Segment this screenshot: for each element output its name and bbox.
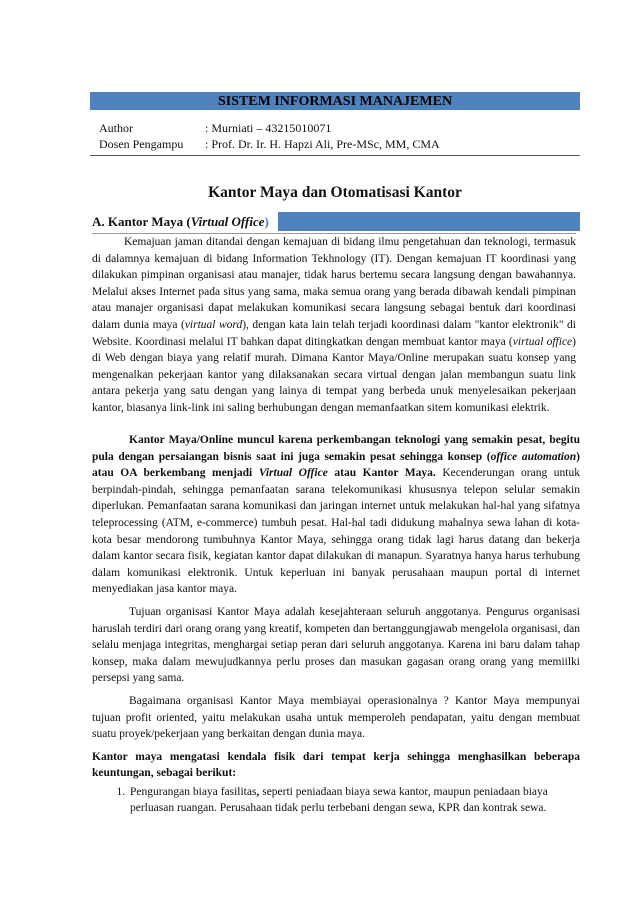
author-row [90,120,580,136]
text-run-bold: Kantor Maya/Online muncul karena perkembangan teknologi yang semakin pesat, begitu pula dengan persaiangan bisnis saat ini juga semakin pesat sehingga konsep ( [92,434,580,463]
benefits-heading: Kantor maya mengatasi kendala fisik dari tempat kerja sehingga menghasilkan beberapa keuntungan, sebagai berikut: [92,750,580,780]
text-run-bold-italic: Virtual Office [258,467,328,480]
text-run-italic: virtual office [512,335,573,348]
text-run-bold-italic: office automation [490,450,577,463]
meta-block [90,120,580,156]
paragraph-purpose: Tujuan organisasi Kantor Maya adalah kesejahteraan seluruh anggotanya. Pengurus organisasi haruslah terdiri dari orang orang yang kreatif, kompeten dan bertanggungjawab mengelola organisasi, dan selalu menjaga integritas, menghargai setiap peran dari seluruh anggotanya. Karena ini baru dalam tahap konsep, maka dalam mewujudkannya perlu proses dan masukan gagasan orang orang yang memiilki persepsi yang sama. [92,605,580,685]
lecturer-value: : Prof. Dr. Ir. H. Hapzi Ali, Pre-MSc, MM, CMA [205,137,440,151]
lecturer-row [90,136,580,152]
section-a-italic: Virtual Office [190,214,265,229]
text-run-italic: virtual word [184,318,243,331]
course-title: SISTEM INFORMASI MANAJEMEN [217,94,453,109]
document-title: Kantor Maya dan Otomatisasi Kantor [208,184,462,201]
list-item-lead: Pengurangan biaya fasilitas [130,785,257,798]
text-run: ), dengan kata lain telah terjadi koordinasi dalam "kantor elektronik" di Website. Koordinasi melalui IT bahkan dapat ditingkatkan dengan membuat kantor maya ( [92,318,576,348]
list-item-text: seperti peniadaan biaya sewa kantor, maupun peniadaan biaya perluasan ruangan. Perusahaan tidak perlu terbebani dengan sewa, KPR dan kontrak sewa. [130,785,548,815]
text-run: ) di Web dengan biaya yang relatif murah. Dimana Kantor Maya/Online merupakan suatu konsep yang mengenalkan pekerjaan kantor yang dilaksanakan secara virtual dengan jalan membangun suatu link antara pekerja yang satu dengan yang lainya di tempat yang berbeda unuk menyelesaikan pekerjaan kantor, biasanya link-link ini saling berhubungan dengan memanfaatkan sitem komunikasi elektrik. [92,335,576,414]
section-a-label [92,212,278,231]
benefits-list [92,784,580,817]
section-a-prefix: A. Kantor Maya ( [92,214,191,229]
text-run: Kemajuan jaman ditandai dengan kemajuan di bidang ilmu pengetahuan dan teknologi, termasuk di dalamnya kemajuan di bidang Information Tekhnology (IT). Dengan kemajuan IT koordinasi yang dilakukan pimpinan organisasi atau manajer, tidak harus bertemu secara langsung dengan bawahannya. Melalui akses Internet pada situs yang sama, maka semua orang yang berada dibawah kendali pimpinan atau manajer organisasi dapat melakukan komunikasi secara langsung sebagai bentuk dari koordinasi dalam dunia maya ( [92,236,576,331]
course-title-bar [90,92,580,110]
lecturer-label: Dosen Pengampu [99,137,184,151]
paragraph-funding: Bagaimana organisasi Kantor Maya membiayai operasionalnya ? Kantor Maya mempunyai tujuan profit oriented, yaitu melakukan usaha untuk memperoleh pendapatan, yaitu dengan membuat suatu proyek/pekerjaan yang berkaitan dengan dunia maya. [92,694,580,741]
list-item: 1. Pengurangan biaya fasilitas, seperti peniadaan biaya sewa kantor, maupun peniadaan biaya perluasan ruangan. Perusahaan tidak perlu terbebani dengan sewa, KPR dan kontrak sewa. [128,784,580,817]
section-a-bar-fill [278,212,580,231]
meta-divider [90,155,580,156]
document-header [90,92,580,417]
text-run-bold: atau Kantor Maya. [327,467,436,480]
text-run: Kecenderungan orang untuk berpindah-pindah, sehingga pemanfaatan sarana telekomunikasi khususnya telepon selular semakin diperlukan. Pemanfaatan sarana komunikasi dan jaringan internet untuk melakukan hal-hal yang sifatnya teleprocessing (ATM, e-commerce) tumbuh pesat. Hal-hal tadi didukung mahalnya sewa lahan di kota-kota besar mendorong tumbuhnya Kantor Maya, sehingga orang tidak lagi harus datang dan bekerja dalam kantor secara fisik, kegiatan kantor dapat dilakukan di manapun. Syaratnya hanya harus terhubung dalam komunikasi elektronik. Untuk keperluan ini banyak perusahaan maupun portal di internet menyediakan jasa kantor maya. [92,467,580,596]
section-a-suffix: ) [264,214,269,229]
intro-box [92,233,576,417]
author-label: Author [99,121,133,135]
author-value: : Murniati – 43215010071 [205,121,332,135]
section-a-heading [90,212,580,231]
paragraph-intro [92,234,576,417]
body-text [92,432,580,817]
paragraph-origin [92,432,580,598]
text-run-bold: ) atau OA berkembang menjadi [92,450,580,480]
